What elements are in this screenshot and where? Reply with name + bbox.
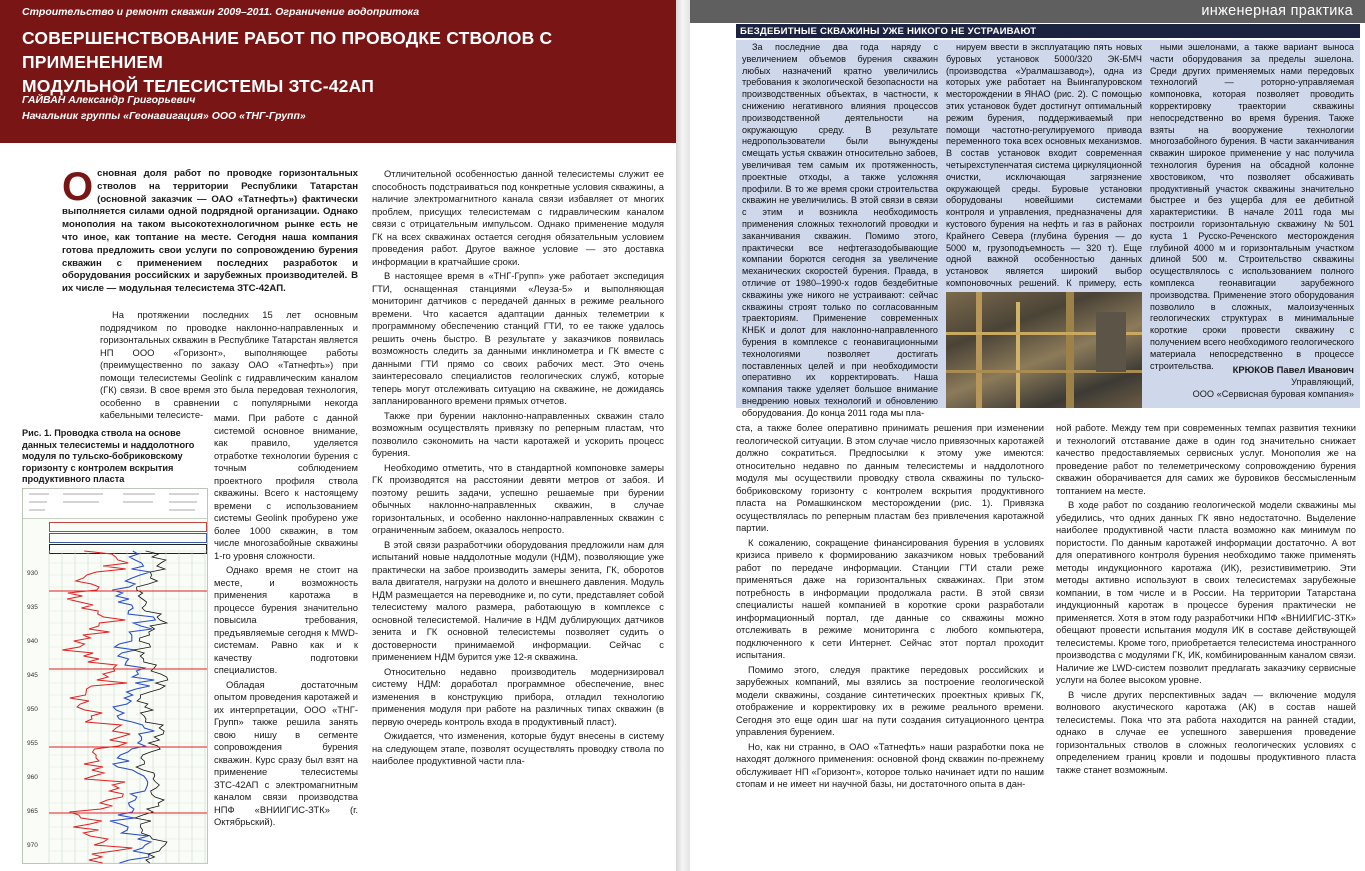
paragraph: Но, как ни странно, в ОАО «Татнефть» наши разработки пока не находят должного применения: основной фонд скважин по-прежнему обслуживает НП «Горизонт», которое только начинает идти по нашим стопам и не имеет ни научной базы, ни достаточного опыта в дан- xyxy=(736,740,1044,789)
paragraph: На протяжении последних 15 лет основным подрядчиком по проводке наклонно-направленных и горизонтальных скважин в Республике Татарстан является НП ООО «Горизонт», выполняющее работы (преимущественно по заказу ОАО «Татнефть») при помощи телесистемы Geolink с гидравлическим каналом (ГК) связи. В свое время это была передовая технология, особенно в сравнении с популярными некогда кабельными телесисте- xyxy=(100,309,358,420)
paragraph: К сожалению, сокращение финансирования бурения в условиях кризиса привело к формированию заказчиком новых требований работ по передаче информации. Станции ГТИ стали реже применяться даже на горизонтальных скважинах. При этом потребность в информации продолжала расти. В этой связи специалисты нашей компанией в короткие сроки разработали информационный портал, где данные со скважины можно отслеживать в режиме мониторинга с любого компьютера, подключенного к сети Интернет. Сейчас этот портал проходит испытания. xyxy=(736,536,1044,660)
title-line-1: СОВЕРШЕНСТВОВАНИЕ РАБОТ ПО ПРОВОДКЕ СТВОЛОВ С ПРИМЕНЕНИЕМ xyxy=(22,28,553,72)
paragraph: нируем ввести в эксплуатацию пять новых буровых установок 5000/320 ЭК-БМЧ (производства «Уралмашзавод»), одна из которых уже работает на Выингапуровском месторождении в ЯНАО (рис. 2). С помощью этих установок будет достигнут оптимальный режим бурения, поддерживаемый при помощи частотно-регулируемого привода переменного тока всех основных механизмов. В состав установок входит современная четырехступенчатая система циркуляционной очистки, исключающая загрязнение окружающей среды. Буровые установки оборудованы новейшими системами контроля и управления, предназначены для кустового бурения на нефть и газ в районах Крайнего Севера (глубина бурения — до 5000 м, грузоподъемность — 320 т). Еще одной важной особенностью данных установок является широкий выбор компоновочных решений. К примеру, есть xyxy=(946,42,1142,288)
paragraph: Также при бурении наклонно-направленных скважин стало возможным осуществлять привязку по реперным пластам, что позволило сэкономить на части каротажей и ускорить процесс бурения. xyxy=(372,409,664,458)
right-col-2 xyxy=(1056,422,1356,864)
depth-label: 930 xyxy=(27,570,38,577)
depth-label: 935 xyxy=(27,604,38,611)
paragraph: За последние два года наряду с увеличением объемов бурения скважин любых назначений кратно увеличились требования к экологической безопасности на производственных объектах, в частности, к снижению негативного влияния процессов производственной деятельности на окружающую среду. В результате недропользователи были вынуждены смещать устья скважин относительно забоев, увеличивая тем самым их протяженность, проектные отходы, а также усложняя профили. В то же время сроки строительства скважин не увеличились. В этой связи в связи с этим и возникла необходимость применения сложных технологий проводки и заканчивания скважин. Помимо этого, практически все нефтегазодобывающие компании борются сегодня за увеличение механических скоростей бурения. Правда, в отличие от 1980–1990-х годов бездебитные скважины уже никого не устраивают: сейчас скважины строят только по согласованным траекториям. Применение современных КНБК и долот для наклонно-направленного бурения в комплексе с геонавигационными технологиями позволяет достигать поставленных целей и при необходимости оперативно их корректировать. Наша компания также уделяет большое внимание внедрению новых технологий и обновлению оборудования. До конца 2011 года мы пла- xyxy=(742,42,938,418)
paragraph: ной работе. Между тем при современных темпах развития техники и технологий отставание даже в один год значительно снижает качество предоставляемых сервисных услуг. Монополия же на проведение работ по телеметрическому сопровождению бурения скважин оборачивается для самих же буровиков бессмысленным топтанием на месте. xyxy=(1056,422,1356,496)
left-col-2 xyxy=(372,168,664,864)
right-page xyxy=(690,0,1365,871)
paragraph: Относительно недавно производитель модернизировал систему НДМ: доработал программное обеспечение, внес изменения в конструкцию прибора, отладил технологию применения модуля при работе на различных типах скважин (в первую очередь контроль входа в продуктивный пласт). xyxy=(372,665,664,727)
paragraph: Однако время не стоит на месте, и возможность применения каротажа в процессе бурения значительно повысила требования, предъявляемые сегодня к MWD-системам. Равно как и к качеству подготовки специалистов. xyxy=(214,564,358,675)
sidebar-title: БЕЗДЕБИТНЫЕ СКВАЖИНЫ УЖЕ НИКОГО НЕ УСТРАИВАЮТ xyxy=(736,24,1360,38)
depth-label: 950 xyxy=(27,706,38,713)
paragraph: В числе других перспективных задач — включение модуля волнового акустического каротажа (АК) в состав нашей телесистемы. Пока что эта работа находится на ранней стадии, однако в случае ее успешного завершения проведение горизонтальных стволов в сложных геологических условиях с определением границ кровли и подошвы продуктивного пласта также станет возможным. xyxy=(1056,688,1356,775)
paragraph: Помимо этого, следуя практике передовых российских и зарубежных компаний, мы взялись за построение геологической модели скважины, создание синтетических проектных кривых ГК, отображение и корректировку их в режиме реального времени. Сегодня это еще один шаг на пути создания ситуационного центра управления бурением. xyxy=(736,663,1044,737)
sidebar-col-2 xyxy=(946,42,1142,286)
signature-name: КРЮКОВ Павел Иванович xyxy=(1232,364,1354,375)
log-band-resistivity xyxy=(49,533,207,543)
signature-company: ООО «Сервисная буровая компания» xyxy=(1192,388,1354,399)
title-line-2: МОДУЛЬНОЙ ТЕЛЕСИСТЕМЫ ЗТС-42АП xyxy=(22,76,374,96)
paragraph: мами. При работе с данной системой основное внимание, как правило, уделяется отработке технологии бурения с точным соблюдением проектного профиля ствола скважины. Всего к настоящему времени с использованием системы Geolink пробурено уже более 1000 скважин, в том числе многозабойные скважины 1-го уровня сложности. xyxy=(214,412,358,561)
right-header xyxy=(690,0,1365,23)
left-col-1-bottom xyxy=(214,412,358,864)
log-band-gz xyxy=(49,522,207,532)
paragraph: Отличительной особенностью данной телесистемы служит ее способность подстраиваться под конкретные условия скважины, а наличие электромагнитного канала связи избавляет от многих проблем, присущих телесистемам с гидравлическим каналом связи с отрицательным импульсом. Однако применение модуля ГК на всех скважинах остается сегодня обязательным условием проведения работ. Другое важное условие — это доставка информации в кратчайшие сроки. xyxy=(372,168,664,267)
drilling-rig-photo xyxy=(946,292,1142,408)
left-col-1-top xyxy=(100,309,358,421)
section-rubric: Строительство и ремонт скважин 2009–2011. Ограничение водопритока xyxy=(22,6,420,18)
well-log-plot xyxy=(23,551,207,863)
drop-cap: О xyxy=(62,165,94,209)
depth-label: 955 xyxy=(27,740,38,747)
left-page xyxy=(0,0,676,871)
paragraph: В ходе работ по созданию геологической модели скважины мы убедились, что одних данных ГК явно недостаточно. Выделение наиболее продуктивной части пласта возможно как минимум по пористости. По данным каротажей информации достаточно. А вот для оперативного контроля бурения необходимо также применять методы индукционного каротажа (ИК), резистивиметрию. Эти методы активно используют в своих телесистемах зарубежные компании, в том числе и в России. На территории Татарстана индукционный каротаж в процессе бурения практически не применяется. Хотя в этом году разработчики НПФ «ВНИИГИС-ЗТК» обещают провести испытания модуля ИК в составе действующей телесистемы. Кроме того, приобретается телесистема иностранного производства с модулями ГК, ИК, комбинированным каналом связи. Наличие же LWD-систем позволит предлагать заказчику сервисные услуги на более высоком уровне. xyxy=(1056,499,1356,685)
right-col-1 xyxy=(736,422,1044,864)
paragraph: ными эшелонами, а также вариант выноса части оборудования за пределы эшелона. Среди других применяемых нами передовых технологий — роторно-управляемая компоновка, которая позволяет проводить корректировку траектории скважины непосредственно во время бурения. Также взяты на вооружение технологии многозабойного бурения. В части заканчивания скважин широкое применение у нас получила технология бурения на обсадной колонне хвостовиком, что позволяет обсаживать продуктивный участок скважины значительно быстрее и без ущерба для ее дебитной характеристики. В начале 2011 года мы построили горизонтальную скважину №501 куста 1 Русско-Реченского месторождения глубиной 4000 м и горизонтальным участком длиной 500 м. Строительство скважины осуществлялось с использованием полного комплекса геонавигации зарубежного производства. Применение этого оборудования позволило в сложных, малоизученных геологических структурах в минимальные короткие сроки провести скважину с получением всего необходимого геологического материала непосредственно в процессе строительства. xyxy=(1150,42,1354,371)
depth-label: 960 xyxy=(27,774,38,781)
figure-header xyxy=(23,489,207,519)
depth-label: 970 xyxy=(27,842,38,849)
article-title xyxy=(22,26,662,98)
author-position: Начальник группы «Геонавигация» ООО «ТНГ-Групп» xyxy=(22,110,306,122)
depth-label: 940 xyxy=(27,638,38,645)
figure-caption: Рис. 1. Проводка ствола на основе данных телесистемы и наддолотного модуля по тульско-бобриковскому горизонту с контролем вскрытия продуктивного пласта xyxy=(22,428,195,484)
lead-text: сновная доля работ по проводке горизонтальных стволов на территории Республики Татарстан (основной заказчик — ОАО «Татнефть») фактически выполняется силами одной подрядной организации. Однако монополия на таком высокотехнологичном рынке есть не что иное, как топтание на месте. Сегодня наша компания готова предложить свои услуги по сопровождению бурения скважин с применением последних разработок и оборудования российских и зарубежных производителей. В их числе — модульная телесистема ЗТС-42АП. xyxy=(62,168,358,295)
paragraph: В этой связи разработчики оборудования предложили нам для испытаний новые наддолотные модули (НДМ), позволяющие уже практически на забое производить замеры зенита, ГК, оборотов вала двигателя, нагрузки на долото и внешнего давления. Модуль НДМ размещается на переводнике и, по сути, представляет собой телесистему малого размера, работающую в комплексе с основной телесистемой. Наличие в НДМ дублирующих датчиков зенита и ГК основной телесистемы позволяет судить о достоверности принимаемой информации. Сейчас с применением НДМ бурится уже 12-я скважина. xyxy=(372,538,664,662)
lead-paragraph xyxy=(62,165,358,298)
depth-label: 945 xyxy=(27,672,38,679)
page-gutter xyxy=(676,0,690,871)
article-header xyxy=(0,0,676,143)
paragraph: Обладая достаточным опытом проведения каротажей и их интерпретации, ООО «ТНГ-Групп» также решила занять свою нишу в сегменте сопровождения бурения скважин. Курс сразу был взят на применение телесистемы ЗТС-42АП с электромагнитным каналом связи производства НПФ «ВНИИГИС-ЗТК» (г. Октябрьский). xyxy=(214,678,358,827)
paragraph: Ожидается, что изменения, которые будут внесены в систему на следующем этапе, позволят осуществлять проводку ствола по наиболее продуктивной части пла- xyxy=(372,730,664,766)
author-name: ГАЙВАН Александр Григорьевич xyxy=(22,94,196,106)
signature-role: Управляющий, xyxy=(1291,377,1354,387)
depth-label: 965 xyxy=(27,808,38,815)
paragraph: Необходимо отметить, что в стандартной компоновке замеры ГК производятся на расстоянии девяти метров от забоя. И поэтому решить задачи, успешно решаемые при бурении обычных наклонно-направленных скважин, в случае горизонтальных, и особенно наклонно-направленных скважин с ограниченным забоем, оказалось непросто. xyxy=(372,461,664,535)
paragraph: В настоящее время в «ТНГ-Групп» уже работает экспедиция ГТИ, оснащенная станциями «Леуза-5» и выполняющая мониторинг датчиков с передачей данных в режиме реального времени. Что касается адаптации данных телеметрии к программному обеспечению станций ГТИ, то ее также удалось решить очень быстро. В результате у заказчиков появилась возможность следить за данными инклинометра и ГК вместе с данными ГТИ прямо со своих рабочих мест. Это очень заинтересовало специалистов геологических служб, которые теперь могут отслеживать ситуацию на скважине, не дожидаясь запланированного времени прямых отчетов. xyxy=(372,270,664,406)
section-rubric-right: инженерная практика xyxy=(1201,3,1353,19)
paragraph: ста, а также более оперативно принимать решения при изменении геологической ситуации. В этом случае число привязочных каротажей должно сократиться. Предпосылки к этому уже имеются: относительно недавно по данным телесистемы и наддолотного модуля мы осуществили проводку ствола скважины по тульско-бобриковскому горизонту с контролем вскрытия продуктивного пласта на Ромашкинском месторождении (рис. 1). Привязка осуществлялась по реперным пластам без привлечения каротажной партии. xyxy=(736,422,1044,533)
signature-position xyxy=(1150,377,1354,401)
well-log-figure xyxy=(22,488,208,864)
sidebar-col-1 xyxy=(742,42,938,418)
